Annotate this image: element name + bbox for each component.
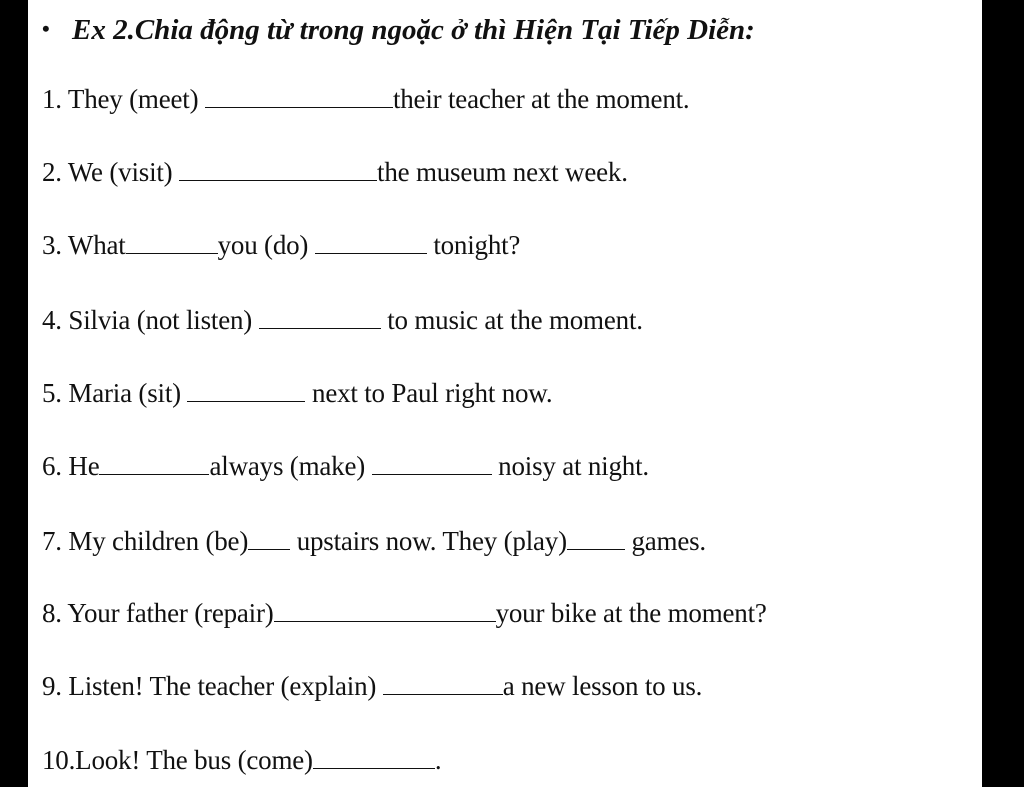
exercise-title-text: Ex 2.Chia động từ trong ngoặc ở thì Hiện Tại Tiếp Diễn: [72,14,755,46]
worksheet-page [28,0,982,787]
answer-blank[interactable] [99,452,209,475]
answer-blank[interactable] [567,527,625,550]
exercise-item-4: 4. Silvia (not listen) to music at the moment. [42,305,643,335]
answer-blank[interactable] [205,85,393,108]
exercise-item-5: 5. Maria (sit) next to Paul right now. [42,378,553,408]
answer-blank[interactable] [259,306,381,329]
exercise-item-8: 8. Your father (repair) your bike at the moment? [42,598,767,628]
exercise-item-9: 9. Listen! The teacher (explain) a new lesson to us. [42,671,703,701]
exercise-item-1: 1. They (meet) their teacher at the moment. [42,84,690,114]
answer-blank[interactable] [248,527,290,550]
answer-blank[interactable] [383,672,503,695]
exercise-item-2: 2. We (visit) the museum next week. [42,157,628,187]
exercise-title [42,14,755,47]
exercise-item-10: 10.Look! The bus (come) . [42,745,442,775]
exercise-item-6: 6. He always (make) noisy at night. [42,451,649,481]
answer-blank[interactable] [179,158,377,181]
exercise-item-3: 3. What you (do) tonight? [42,230,521,260]
answer-blank[interactable] [274,599,496,622]
answer-blank[interactable] [126,231,218,254]
exercise-item-7: 7. My children (be) upstairs now. They (play) games. [42,526,706,556]
answer-blank[interactable] [313,746,435,769]
answer-blank[interactable] [315,231,427,254]
answer-blank[interactable] [372,452,492,475]
answer-blank[interactable] [187,379,305,402]
bullet-icon: • [42,16,50,41]
